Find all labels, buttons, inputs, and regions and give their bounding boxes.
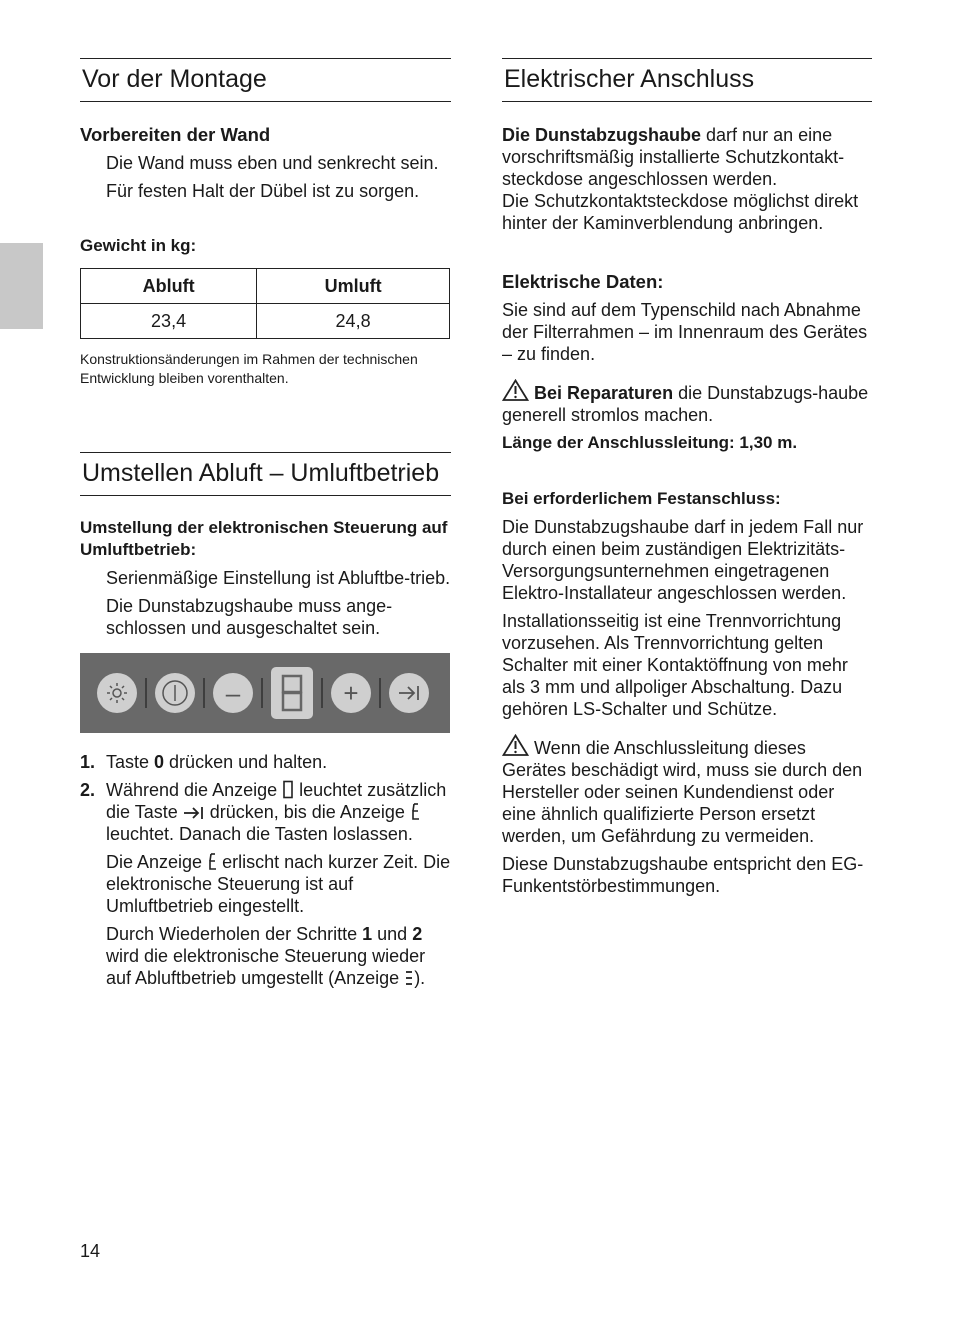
table-row [81,304,450,339]
panel-separator [379,678,381,708]
table-cell-umluft: 24,8 [257,304,450,339]
minus-icon: – [225,678,241,708]
seven-segment-display [271,667,313,719]
display-c-icon [410,802,420,821]
wall-paragraph-1: Die Wand muss eben und senkrecht sein. [106,153,439,173]
wall-paragraph-2: Für festen Halt der Dübel ist zu sorgen. [106,181,420,201]
page-number: 14 [80,1241,101,1261]
chapter-tab-marker [0,243,43,329]
umstellen-paragraph-1: Serienmäßige Einstellung ist Abluftbe-trieb. [106,568,451,588]
display-c-icon [207,852,217,871]
intro-paragraph: Die Dunstabzugshaube darf nur an eine vorschriftsmäßig installierte Schutzkontakt-steckdose angeschlossen werden. [502,125,845,189]
fixed-paragraph-1: Die Dunstabzugshaube darf in jedem Fall nur durch einen beim zuständigen Elektrizitäts-Versorgungsunternehmen eingetragenen Elektro-Installateur angeschlossen werden. [502,517,864,603]
table-header-umluft: Umluft [257,269,450,304]
panel-separator [261,678,263,708]
section-title-elektrischer-anschluss: Elektrischer Anschluss [502,58,872,102]
left-column [80,58,451,989]
section-title-vor-der-montage: Vor der Montage [80,58,451,102]
light-icon [106,682,128,704]
heading-umstellung: Umstellung der elektronischen Steuerung auf Umluftbetrieb: [80,518,448,559]
panel-separator [203,678,205,708]
arrow-to-bar-icon [183,805,205,821]
repair-paragraph: Bei Reparaturen die Dunstabzugs-haube generell stromlos machen. [502,379,872,426]
emc-paragraph: Diese Dunstabzugshaube entspricht den EG-Funkentstörbestimmungen. [502,854,864,896]
table-header-abluft: Abluft [81,269,257,304]
power-button [155,673,195,713]
damage-paragraph: Wenn die Anschlussleitung dieses Gerätes beschädigt wird, muss sie durch den Hersteller oder seinen Kundendienst oder eine ähnlich qualifizierte Person ersetzt werden, um Gefährdung zu vermeiden. [502,734,872,847]
interval-button [389,673,429,713]
right-column [502,58,872,897]
key-zero: 0 [154,752,165,772]
power-icon [161,679,189,707]
table-cell-abluft: 23,4 [81,304,257,339]
intro-paragraph-2: Die Schutzkontaktsteckdose möglichst direkt hinter der Kaminverblendung anbringen. [502,191,859,233]
step-number: 2. [80,780,96,800]
step-1 [80,751,451,773]
construction-note: Konstruktionsänderungen im Rahmen der technischen Entwicklung bleiben vorenthalten. [80,351,418,386]
panel-separator [145,678,147,708]
heading-gewicht: Gewicht in kg: [80,236,197,255]
heading-festanschluss: Bei erforderlichem Festanschluss: [502,489,781,508]
heading-vorbereiten-der-wand: Vorbereiten der Wand [80,124,271,145]
step-text: Taste 0 drücken und halten. [106,752,328,772]
plus-button [331,673,371,713]
heading-elektrische-daten: Elektrische Daten: [502,271,664,292]
fixed-paragraph-2: Installationsseitig ist eine Trennvorrichtung vorzusehen. Als Trennvorrichtung gelten Schalter mit einer Kontaktöffnung von mehr als 3 mm und allpoliger Abschaltung. Dazu gehören LS-Schalter und Schütze. [502,611,848,719]
section-title-umstellen: Umstellen Abluft – Umluftbetrieb [80,452,451,496]
minus-button [213,673,253,713]
display-dash-icon [404,968,414,987]
umstellen-paragraph-3: Die Anzeige erlischt nach kurzer Zeit. Die elektronische Steuerung ist auf Umluftbetrieb eingestellt. [106,852,451,916]
plus-icon: + [343,678,359,708]
display-zero-icon [282,780,294,799]
warning-icon [502,734,529,756]
step-2 [80,779,451,845]
warning-icon [502,379,529,401]
digit-8-icon [279,673,305,713]
data-paragraph: Sie sind auf dem Typenschild nach Abnahme der Filterrahmen – im Innenraum des Gerätes – zu finden. [502,300,868,364]
table-header-row [81,269,450,304]
umstellen-paragraph-4: Durch Wiederholen der Schritte 1 und 2 wird die elektronische Steuerung wieder auf Abluftbetrieb umgestellt (Anzeige ). [106,924,426,988]
light-button [97,673,137,713]
panel-separator [321,678,323,708]
weight-table [80,268,450,339]
umstellen-paragraph-2: Die Dunstabzugshaube muss ange-schlossen und ausgeschaltet sein. [106,596,393,638]
step-text: Während die Anzeige leuchtet zusätzlich die Taste drücken, bis die Anzeige leuchtet. Danach die Tasten loslassen. [106,780,447,844]
control-panel-illustration [80,653,450,733]
arrow-to-bar-icon [397,683,421,703]
step-number: 1. [80,752,96,772]
cable-length: Länge der Anschlussleitung: 1,30 m. [502,433,798,452]
